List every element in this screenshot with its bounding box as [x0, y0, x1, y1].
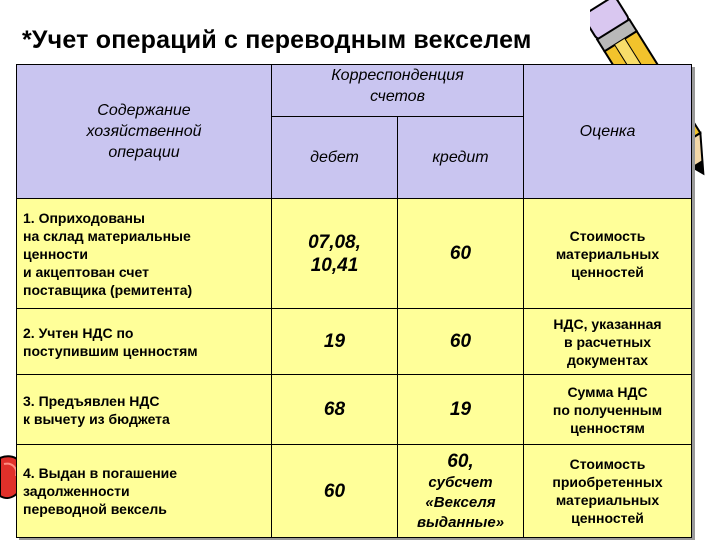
- table-row: [17, 309, 692, 375]
- row-content: 3. Предъявлен НДС к вычету из бюджета: [17, 375, 272, 445]
- row-credit: 60: [398, 309, 524, 375]
- table-row: [17, 199, 692, 309]
- header-correspondence: Корреспонденция счетов: [272, 65, 524, 117]
- row-debit: 60: [272, 445, 398, 538]
- row-credit: 60: [398, 199, 524, 309]
- row-content: 2. Учтен НДС по поступившим ценностям: [17, 309, 272, 375]
- operations-table: [16, 64, 692, 538]
- row-evaluation: Стоимость материальных ценностей: [524, 199, 692, 309]
- table-row: [17, 375, 692, 445]
- row-debit: 07,08, 10,41: [272, 199, 398, 309]
- row-content: 4. Выдан в погашение задолженности переводной вексель: [17, 445, 272, 538]
- row-evaluation: НДС, указанная в расчетных документах: [524, 309, 692, 375]
- header-content: Содержание хозяйственной операции: [17, 65, 272, 199]
- header-evaluation: Оценка: [524, 65, 692, 199]
- row-debit: 68: [272, 375, 398, 445]
- table-row: [17, 445, 692, 538]
- row-credit-cell: [398, 445, 524, 538]
- row-credit: 60,: [447, 450, 474, 472]
- row-debit: 19: [272, 309, 398, 375]
- row-evaluation: Стоимость приобретенных материальных ценностей: [524, 445, 692, 538]
- row-content: 1. Оприходованы на склад материальные ценности и акцептован счет поставщика (ремитента): [17, 199, 272, 309]
- header-debit: дебет: [272, 117, 398, 199]
- page-title: *Учет операций с переводным векселем: [22, 26, 532, 54]
- header-credit: кредит: [398, 117, 524, 199]
- row-evaluation: Сумма НДС по полученным ценностям: [524, 375, 692, 445]
- row-credit: 19: [398, 375, 524, 445]
- row-credit-subaccount: субсчет «Векселя выданные»: [416, 473, 505, 531]
